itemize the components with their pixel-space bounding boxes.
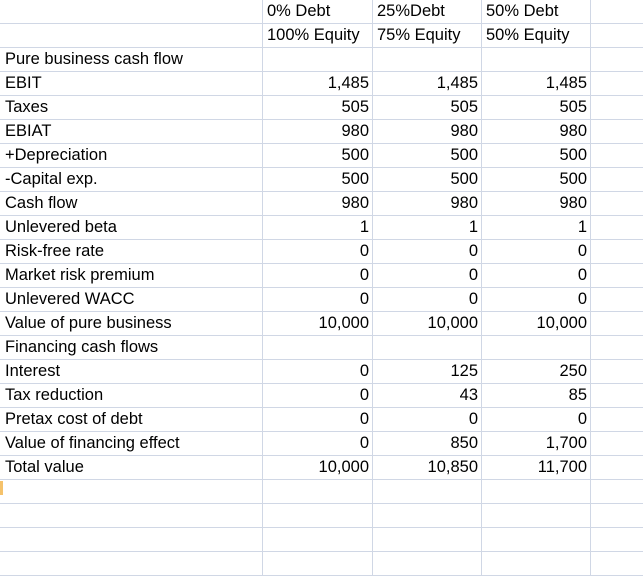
empty-cell[interactable] [0,552,263,576]
value-cell[interactable]: 500 [373,168,482,192]
empty-cell[interactable] [0,528,263,552]
empty-cell[interactable] [263,552,373,576]
empty-cell[interactable] [591,72,643,96]
empty-row [0,552,643,576]
header-cell-50-equity[interactable]: 50% Equity [482,24,591,48]
empty-cell[interactable] [591,336,643,360]
value-cell[interactable]: 10,000 [373,312,482,336]
row-label-cell[interactable]: Pure business cash flow [0,48,263,72]
table-row [0,264,643,288]
row-label-cell[interactable]: EBIAT [0,120,263,144]
value-cell[interactable]: 0 [263,408,373,432]
value-cell[interactable]: 11,700 [482,456,591,480]
empty-cell[interactable] [482,504,591,528]
table-row [0,120,643,144]
empty-cell[interactable] [0,504,263,528]
value-cell[interactable]: 10,000 [263,456,373,480]
value-cell[interactable]: 500 [263,144,373,168]
table-row [0,336,643,360]
empty-cell[interactable] [591,408,643,432]
empty-cell[interactable] [591,216,643,240]
empty-cell[interactable] [591,360,643,384]
value-cell[interactable]: 85 [482,384,591,408]
header-row-2 [0,24,643,48]
empty-cell[interactable] [591,0,643,24]
value-cell[interactable] [263,336,373,360]
empty-cell[interactable] [591,384,643,408]
row-label-cell[interactable]: Unlevered WACC [0,288,263,312]
empty-row [0,504,643,528]
header-cell-75-equity[interactable]: 75% Equity [373,24,482,48]
row-label-cell[interactable]: Tax reduction [0,384,263,408]
value-cell[interactable]: 0 [373,264,482,288]
row-label-cell[interactable]: Risk-free rate [0,240,263,264]
empty-cell[interactable] [591,480,643,504]
value-cell[interactable]: 1,485 [373,72,482,96]
table-row [0,360,643,384]
empty-cell[interactable] [591,504,643,528]
empty-cell[interactable] [591,456,643,480]
empty-cell[interactable] [591,552,643,576]
value-cell[interactable]: 980 [263,120,373,144]
value-cell[interactable]: 1 [373,216,482,240]
value-cell[interactable]: 0 [263,264,373,288]
value-cell[interactable] [482,48,591,72]
empty-cell[interactable] [591,96,643,120]
value-cell[interactable]: 1,700 [482,432,591,456]
table-row [0,240,643,264]
value-cell[interactable]: 505 [482,96,591,120]
value-cell[interactable]: 0 [263,360,373,384]
value-cell[interactable]: 500 [482,168,591,192]
value-cell[interactable]: 0 [263,240,373,264]
value-cell[interactable]: 0 [482,264,591,288]
table-row [0,312,643,336]
value-cell[interactable]: 0 [373,408,482,432]
empty-cell[interactable] [591,24,643,48]
table-row [0,144,643,168]
empty-cell[interactable] [0,480,263,504]
empty-cell[interactable] [263,504,373,528]
empty-cell[interactable] [263,480,373,504]
table-row [0,72,643,96]
empty-cell[interactable] [482,480,591,504]
value-cell[interactable]: 500 [482,144,591,168]
value-cell[interactable]: 500 [263,168,373,192]
header-cell-100-equity[interactable]: 100% Equity [263,24,373,48]
row-label-cell[interactable]: -Capital exp. [0,168,263,192]
value-cell[interactable] [373,48,482,72]
empty-cell[interactable] [591,240,643,264]
row-label-cell[interactable]: Market risk premium [0,264,263,288]
value-cell[interactable]: 1 [482,216,591,240]
value-cell[interactable]: 0 [482,408,591,432]
value-cell[interactable] [373,336,482,360]
value-cell[interactable]: 1,485 [263,72,373,96]
empty-cell[interactable] [591,528,643,552]
value-cell[interactable]: 10,000 [482,312,591,336]
value-cell[interactable]: 0 [263,432,373,456]
row-label-cell[interactable]: EBIT [0,72,263,96]
value-cell[interactable]: 850 [373,432,482,456]
value-cell[interactable]: 505 [263,96,373,120]
cell-cursor-marker [0,481,3,495]
table-row [0,384,643,408]
row-label-cell[interactable]: Taxes [0,96,263,120]
table-row [0,456,643,480]
table-row [0,192,643,216]
row-label-cell[interactable]: Financing cash flows [0,336,263,360]
header-row-1 [0,0,643,24]
row-label-cell[interactable]: +Depreciation [0,144,263,168]
table-row [0,432,643,456]
row-label-cell[interactable]: Unlevered beta [0,216,263,240]
value-cell[interactable] [263,48,373,72]
value-cell[interactable] [482,336,591,360]
value-cell[interactable]: 250 [482,360,591,384]
table-row [0,216,643,240]
value-cell[interactable]: 0 [482,240,591,264]
empty-cell[interactable] [591,312,643,336]
value-cell[interactable]: 0 [263,288,373,312]
empty-cell[interactable] [482,528,591,552]
header-cell-50-debt[interactable]: 50% Debt [482,0,591,24]
value-cell[interactable]: 500 [373,144,482,168]
row-label-cell[interactable]: Pretax cost of debt [0,408,263,432]
value-cell[interactable]: 980 [482,120,591,144]
value-cell[interactable]: 1 [263,216,373,240]
value-cell[interactable]: 980 [373,192,482,216]
empty-cell[interactable] [591,288,643,312]
empty-cell[interactable] [263,528,373,552]
empty-cell[interactable] [591,168,643,192]
empty-cell[interactable] [591,264,643,288]
row-label-cell[interactable]: Interest [0,360,263,384]
empty-cell[interactable] [373,480,482,504]
empty-cell[interactable] [591,432,643,456]
header-cell-0-debt[interactable]: 0% Debt [263,0,373,24]
empty-cell[interactable] [373,504,482,528]
value-cell[interactable]: 10,000 [263,312,373,336]
value-cell[interactable]: 980 [373,120,482,144]
value-cell[interactable]: 1,485 [482,72,591,96]
value-cell[interactable]: 505 [373,96,482,120]
value-cell[interactable]: 0 [482,288,591,312]
value-cell[interactable]: 125 [373,360,482,384]
header-cell-25-debt[interactable]: 25%Debt [373,0,482,24]
value-cell[interactable]: 43 [373,384,482,408]
value-cell[interactable]: 10,850 [373,456,482,480]
table-row [0,408,643,432]
value-cell[interactable]: 0 [373,288,482,312]
row-label-cell[interactable]: Value of pure business [0,312,263,336]
empty-cell[interactable] [591,192,643,216]
value-cell[interactable]: 980 [482,192,591,216]
row-label-cell[interactable]: Cash flow [0,192,263,216]
empty-cell[interactable] [482,552,591,576]
empty-cell[interactable] [373,552,482,576]
empty-cell[interactable] [591,120,643,144]
empty-cell[interactable] [591,144,643,168]
table-row [0,168,643,192]
value-cell[interactable]: 980 [263,192,373,216]
empty-row [0,480,643,504]
empty-cell[interactable] [373,528,482,552]
empty-row [0,528,643,552]
empty-cell[interactable] [591,48,643,72]
value-cell[interactable]: 0 [373,240,482,264]
row-label-cell[interactable]: Value of financing effect [0,432,263,456]
table-row [0,48,643,72]
table-row [0,96,643,120]
row-label-cell[interactable]: Total value [0,456,263,480]
value-cell[interactable]: 0 [263,384,373,408]
table-row [0,288,643,312]
header-cell-label[interactable] [0,0,263,24]
header-cell-label[interactable] [0,24,263,48]
